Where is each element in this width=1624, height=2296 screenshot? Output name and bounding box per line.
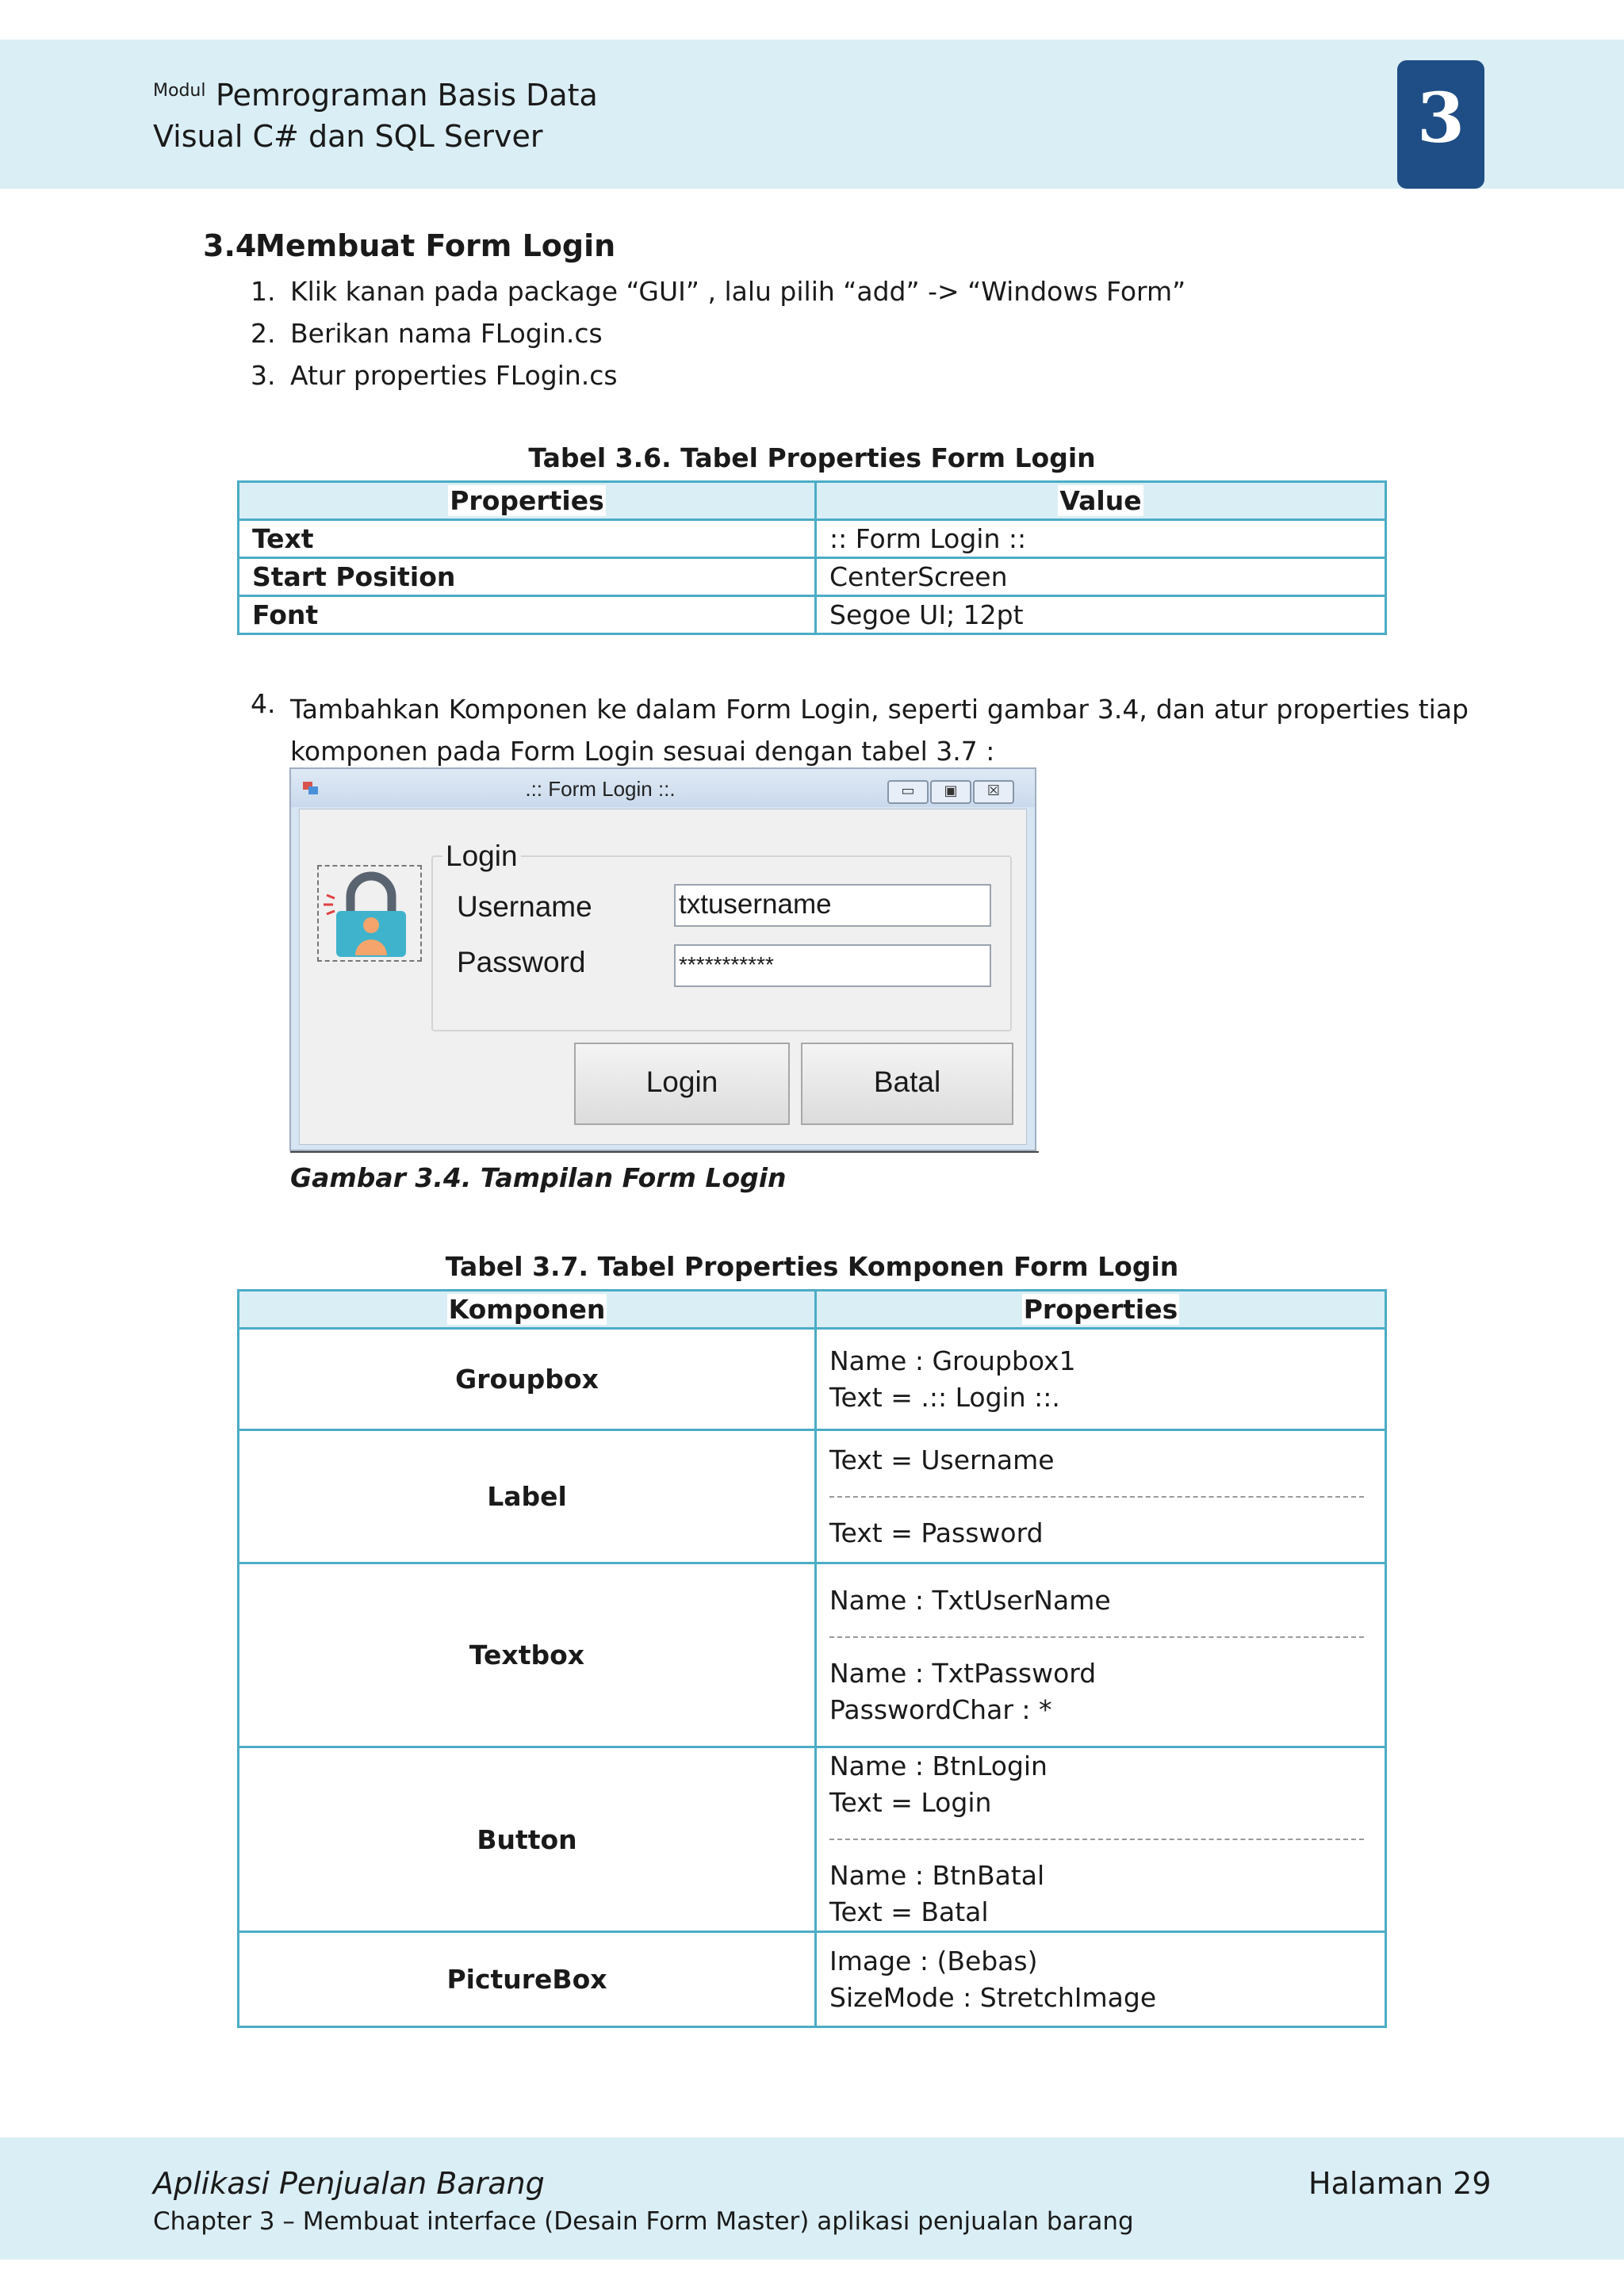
groupbox-login — [431, 855, 1012, 1031]
table2-komponen-cell: Label — [239, 1430, 816, 1563]
username-label: Username — [457, 890, 592, 923]
header-band — [0, 40, 1624, 189]
header-title-line2: Visual C# dan SQL Server — [153, 119, 543, 154]
login-button[interactable]: Login — [574, 1043, 790, 1125]
table2-properties-cell: Image : (Bebas) SizeMode : StretchImage — [816, 1932, 1386, 2027]
table2 — [237, 1289, 1387, 2028]
dashed-separator — [829, 1636, 1364, 1638]
window-title-bar — [291, 769, 1035, 807]
header-title-line1: Pemrograman Basis Data — [216, 78, 598, 113]
table-row — [239, 1747, 1386, 1932]
step-4-number: 4. — [251, 688, 276, 719]
table2-komponen-cell: Groupbox — [239, 1329, 816, 1430]
table1-header-properties: Properties — [239, 482, 816, 520]
form-login-screenshot — [289, 767, 1036, 1151]
step-1-text: Klik kanan pada package “GUI” , lalu pilih “add” -> “Windows Form” — [290, 276, 1186, 307]
chapter-badge: 3 — [1397, 60, 1484, 189]
step-2-text: Berikan nama FLogin.cs — [290, 318, 603, 349]
table1-caption: Tabel 3.6. Tabel Properties Form Login — [528, 442, 1096, 473]
step-2-number: 2. — [251, 318, 276, 349]
close-icon[interactable]: ☒ — [973, 780, 1014, 804]
password-input[interactable]: *********** — [674, 944, 991, 987]
table2-header-komponen: Komponen — [239, 1291, 816, 1329]
footer-chapter-line: Chapter 3 – Membuat interface (Desain Form Master) aplikasi penjualan barang — [153, 2207, 1134, 2236]
password-label: Password — [457, 946, 586, 978]
modul-label: Modul — [153, 81, 206, 101]
table-row — [239, 1563, 1386, 1747]
footer-page-number: Halaman 29 — [1308, 2166, 1492, 2201]
dashed-separator — [829, 1496, 1364, 1498]
padlock-user-icon — [319, 867, 420, 960]
table1-cell: CenterScreen — [816, 558, 1386, 596]
table1-cell: Font — [239, 596, 816, 634]
table1-cell: Segoe UI; 12pt — [816, 596, 1386, 634]
table2-properties-cell: Name : BtnLogin Text = Login Name : BtnBatal Text = Batal — [816, 1747, 1386, 1932]
table1-cell: Start Position — [239, 558, 816, 596]
table-row — [239, 520, 1386, 558]
dashed-separator — [829, 1839, 1364, 1840]
table2-properties-cell: Name : Groupbox1 Text = .:: Login ::. — [816, 1329, 1386, 1430]
groupbox-label: Login — [442, 840, 521, 873]
table2-komponen-cell: Button — [239, 1747, 816, 1932]
table1-header-value: Value — [816, 482, 1386, 520]
table-row — [239, 1932, 1386, 2027]
minimize-icon[interactable]: ▭ — [887, 780, 929, 804]
picturebox — [317, 865, 422, 962]
table-row — [239, 558, 1386, 596]
section-title: Membuat Form Login — [255, 228, 616, 263]
table2-properties-cell: Name : TxtUserName Name : TxtPassword PasswordChar : * — [816, 1563, 1386, 1747]
table2-caption: Tabel 3.7. Tabel Properties Komponen Form Login — [445, 1251, 1179, 1282]
table1-cell: Text — [239, 520, 816, 558]
figure-bottom-line — [290, 1151, 1039, 1153]
maximize-icon[interactable]: ▣ — [930, 780, 971, 804]
table1 — [237, 480, 1387, 635]
table2-properties-cell: Text = Username Text = Password — [816, 1430, 1386, 1563]
table2-komponen-cell: Textbox — [239, 1563, 816, 1747]
step-3-number: 3. — [251, 360, 276, 391]
table2-komponen-cell: PictureBox — [239, 1932, 816, 2027]
batal-button[interactable]: Batal — [801, 1043, 1013, 1125]
section-number: 3.4 — [203, 228, 257, 263]
username-input[interactable]: txtusername — [674, 884, 991, 927]
table-row — [239, 1329, 1386, 1430]
figure-caption: Gambar 3.4. Tampilan Form Login — [290, 1162, 787, 1193]
form-body — [299, 809, 1027, 1145]
table-row — [239, 1430, 1386, 1563]
step-1-number: 1. — [251, 276, 276, 307]
step-3-text: Atur properties FLogin.cs — [290, 360, 618, 391]
table2-header-properties: Properties — [816, 1291, 1386, 1329]
step-4-text: Tambahkan Komponen ke dalam Form Login, seperti gambar 3.4, dan atur properties tiap komponen pada Form Login sesuai dengan tabel 3.7 : — [290, 694, 1469, 767]
footer-app-name: Aplikasi Penjualan Barang — [153, 2166, 545, 2201]
window-title: .:: Form Login ::. — [525, 777, 676, 801]
table1-cell: :: Form Login :: — [816, 520, 1386, 558]
table-row — [239, 596, 1386, 634]
